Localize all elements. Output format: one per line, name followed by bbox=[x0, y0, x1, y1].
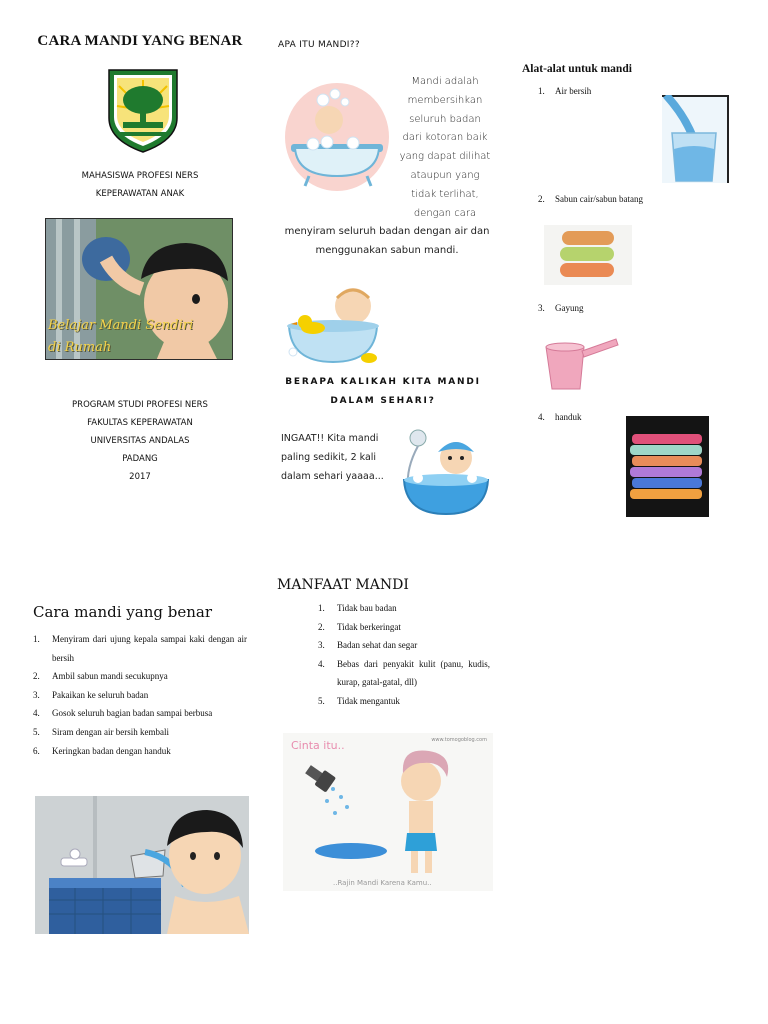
image-bottom-text: ..Rajin Mandi Karena Kamu.. bbox=[333, 879, 432, 887]
alat-item-air bbox=[538, 86, 591, 96]
program-line: PROGRAM STUDI PROFESI NERS bbox=[72, 400, 208, 410]
list-item bbox=[33, 630, 247, 667]
text-line: paling sedikit, 2 kali bbox=[281, 452, 377, 463]
alat-item-gayung bbox=[538, 303, 584, 313]
text-line: seluruh badan bbox=[409, 113, 481, 125]
boy-bathing-illustration bbox=[45, 218, 233, 360]
image-watermark: www.tomogoblog.com bbox=[431, 737, 487, 743]
item-label: Sabun cair/sabun batang bbox=[555, 194, 643, 204]
faculty-line: FAKULTAS KEPERAWATAN bbox=[87, 418, 193, 428]
item-text: Tidak berkeringat bbox=[337, 621, 401, 632]
text-line: dari kotoran baik bbox=[402, 132, 488, 144]
list-item bbox=[318, 692, 490, 711]
city-line: PADANG bbox=[122, 454, 158, 464]
item-label: Gayung bbox=[555, 303, 584, 313]
item-number: 4. bbox=[538, 412, 545, 422]
item-label: handuk bbox=[555, 412, 582, 422]
child-shower-illustration bbox=[398, 428, 490, 518]
step-text: Ambil sabun mandi secukupnya bbox=[52, 671, 168, 682]
item-text: Badan sehat dan segar bbox=[337, 640, 418, 651]
text-line: menyiram seluruh badan dengan air dan bbox=[284, 226, 490, 237]
item-number: 5. bbox=[318, 695, 325, 706]
text-line: dengan cara bbox=[413, 207, 477, 219]
item-text: Tidak mengantuk bbox=[337, 695, 400, 706]
student-group bbox=[40, 167, 240, 203]
manfaat-mandi-heading: MANFAAT MANDI bbox=[277, 577, 409, 593]
list-item bbox=[318, 599, 490, 618]
university-logo bbox=[105, 66, 181, 154]
program-info bbox=[40, 396, 240, 486]
apa-itu-mandi-text bbox=[395, 73, 495, 223]
cara-mandi-heading: Cara mandi yang benar bbox=[33, 603, 212, 621]
berapa-kali-heading bbox=[283, 373, 483, 411]
step-text: Pakaikan ke seluruh badan bbox=[52, 689, 149, 700]
image-top-text: Cinta itu.. bbox=[291, 739, 345, 752]
step-text: Menyiram dari ujung kepala sampai kaki dengan air bersih bbox=[52, 634, 247, 663]
item-number: 1. bbox=[538, 86, 545, 96]
text-line: ataupun yang bbox=[410, 169, 480, 181]
list-item bbox=[33, 742, 247, 761]
alat-mandi-heading: Alat-alat untuk mandi bbox=[522, 63, 632, 75]
step-number: 4. bbox=[33, 708, 40, 719]
item-number: 3. bbox=[538, 303, 545, 313]
step-text: Keringkan badan dengan handuk bbox=[52, 745, 171, 756]
image-caption bbox=[48, 315, 218, 359]
step-number: 6. bbox=[33, 745, 40, 756]
image-caption-line: di Rumah bbox=[48, 340, 112, 355]
item-label: Air bersih bbox=[555, 86, 592, 96]
list-item bbox=[318, 655, 490, 692]
item-number: 3. bbox=[318, 640, 325, 651]
heading-line: BERAPA KALIKAH KITA MANDI bbox=[285, 377, 481, 387]
baby-bathtub-illustration bbox=[283, 82, 391, 192]
towel-stack-image bbox=[626, 416, 709, 517]
list-item bbox=[33, 667, 247, 686]
leaflet-title: CARA MANDI YANG BENAR bbox=[37, 33, 243, 49]
list-item bbox=[318, 618, 490, 637]
item-number: 4. bbox=[318, 658, 325, 669]
text-line: menggunakan sabun mandi. bbox=[315, 244, 459, 256]
text-line: tidak terlihat, bbox=[411, 188, 479, 200]
step-text: Siram dengan air bersih kembali bbox=[52, 726, 169, 737]
year-line: 2017 bbox=[129, 472, 151, 482]
item-text: Tidak bau badan bbox=[337, 603, 397, 613]
apa-itu-mandi-text-continued bbox=[276, 223, 498, 261]
item-number: 2. bbox=[538, 194, 545, 204]
heading-line: DALAM SEHARI? bbox=[330, 396, 436, 406]
item-number: 1. bbox=[318, 603, 325, 613]
manfaat-mandi-list bbox=[318, 599, 490, 711]
step-number: 5. bbox=[33, 726, 40, 737]
student-group-line: MAHASISWA PROFESI NERS bbox=[81, 171, 199, 181]
step-number: 1. bbox=[33, 634, 40, 644]
list-item bbox=[33, 704, 247, 723]
alat-item-handuk bbox=[538, 412, 582, 422]
text-line: dalam sehari yaaaa... bbox=[281, 471, 384, 482]
boy-pouring-water-illustration bbox=[35, 796, 249, 934]
water-glass-image bbox=[662, 95, 729, 183]
ingat-text bbox=[281, 429, 399, 486]
list-item bbox=[33, 686, 247, 705]
alat-item-sabun bbox=[538, 194, 643, 204]
text-line: INGAAT!! Kita mandi bbox=[281, 433, 379, 444]
item-number: 2. bbox=[318, 621, 325, 632]
text-line: membersihkan bbox=[407, 94, 483, 106]
text-line: Mandi adalah bbox=[411, 76, 479, 87]
cara-mandi-steps bbox=[33, 630, 247, 760]
step-number: 2. bbox=[33, 671, 40, 682]
cinta-rajin-mandi-illustration bbox=[283, 733, 493, 891]
step-number: 3. bbox=[33, 689, 40, 700]
baby-duck-bath-illustration bbox=[283, 282, 383, 372]
list-item bbox=[33, 723, 247, 742]
water-dipper-image bbox=[540, 333, 620, 395]
text-line: yang dapat dilihat bbox=[399, 151, 491, 163]
image-caption-line: Belajar Mandi Sendiri bbox=[48, 318, 194, 333]
student-group-line: KEPERAWATAN ANAK bbox=[95, 189, 185, 199]
item-text: Bebas dari penyakit kulit (panu, kudis, kurap, gatal-gatal, dll) bbox=[337, 658, 490, 688]
step-text: Gosok seluruh bagian badan sampai berbusa bbox=[52, 708, 213, 719]
list-item bbox=[318, 636, 490, 655]
soap-bars-image bbox=[544, 225, 632, 285]
university-line: UNIVERSITAS ANDALAS bbox=[90, 436, 190, 446]
apa-itu-mandi-heading: APA ITU MANDI?? bbox=[278, 40, 360, 50]
